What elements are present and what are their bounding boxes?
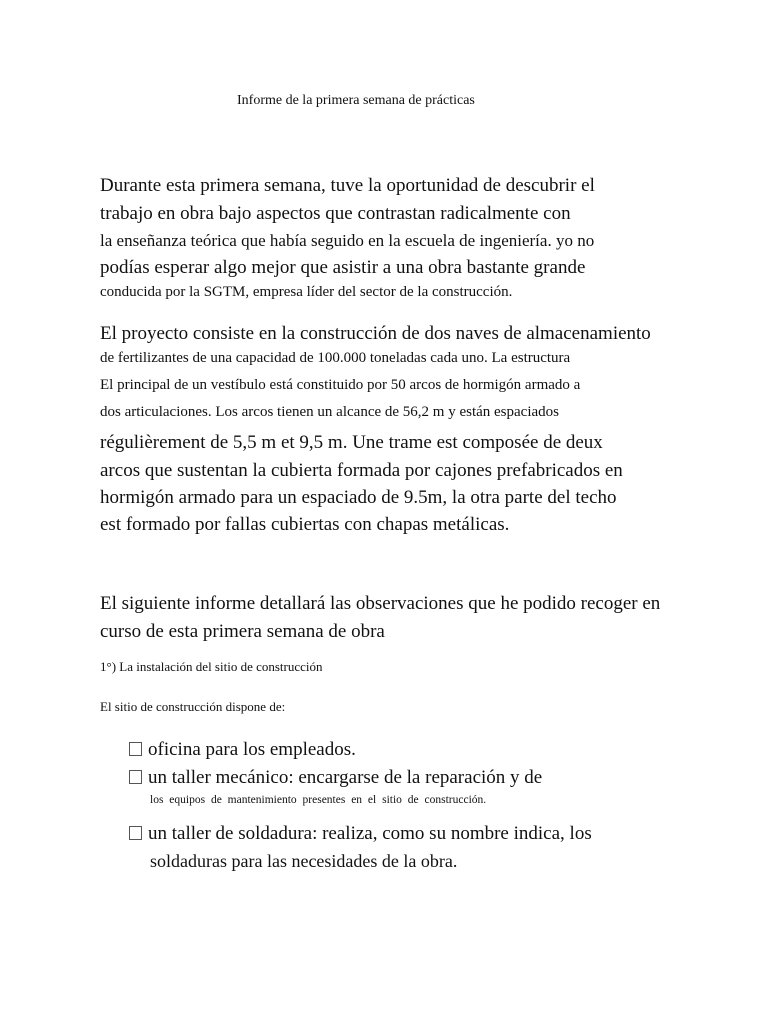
bullet-1-text: oficina para los empleados. [148, 739, 356, 760]
missing-glyph-box-icon [129, 826, 142, 840]
report-intro-line-2: curso de esta primera semana de obra [100, 621, 385, 642]
bullet-2-continuation: los equipos de mantenimiento presentes en el sitio de construcción. [150, 794, 487, 806]
bullet-3-text: un taller de soldadura: realiza, como su nombre indica, los [148, 823, 592, 844]
bullet-3-continuation: soldaduras para las necesidades de la obra. [150, 851, 458, 871]
bullet-item-1 [129, 740, 356, 759]
project-line-2: de fertilizantes de una capacidad de 100.000 toneladas cada uno. La estructura [100, 350, 571, 366]
intro-line-5: conducida por la SGTM, empresa líder del sector de la construcción. [100, 284, 513, 300]
section-1-heading: 1°) La instalación del sitio de construcción [100, 659, 323, 674]
bullet-item-2 [129, 768, 542, 787]
site-intro: El sitio de construcción dispone de: [100, 699, 286, 714]
intro-line-2: trabajo en obra bajo aspectos que contrastan radicalmente con [100, 203, 571, 224]
intro-line-4: podías esperar algo mejor que asistir a una obra bastante grande [100, 257, 586, 278]
intro-line-3: la enseñanza teórica que había seguido en la escuela de ingeniería. yo no [100, 231, 595, 250]
project-line-8: est formado por fallas cubiertas con chapas metálicas. [100, 514, 510, 535]
intro-line-1: Durante esta primera semana, tuve la oportunidad de descubrir el [100, 175, 595, 196]
bullet-item-3 [129, 824, 592, 843]
project-line-1: El proyecto consiste en la construcción de dos naves de almacenamiento [100, 323, 651, 344]
project-line-3: El principal de un vestíbulo está constituido por 50 arcos de hormigón armado a [100, 377, 581, 393]
project-line-4: dos articulaciones. Los arcos tienen un alcance de 56,2 m y están espaciados [100, 404, 560, 420]
missing-glyph-box-icon [129, 770, 142, 784]
missing-glyph-box-icon [129, 742, 142, 756]
document-title: Informe de la primera semana de prácticas [237, 93, 475, 108]
bullet-2-text: un taller mecánico: encargarse de la reparación y de [148, 767, 543, 788]
project-line-7: hormigón armado para un espaciado de 9.5m, la otra parte del techo [100, 487, 617, 508]
project-line-6: arcos que sustentan la cubierta formada por cajones prefabricados en [100, 460, 623, 481]
report-intro-line-1: El siguiente informe detallará las observaciones que he podido recoger en [100, 593, 661, 614]
project-line-5: régulièrement de 5,5 m et 9,5 m. Une trame est composée de deux [100, 432, 603, 453]
